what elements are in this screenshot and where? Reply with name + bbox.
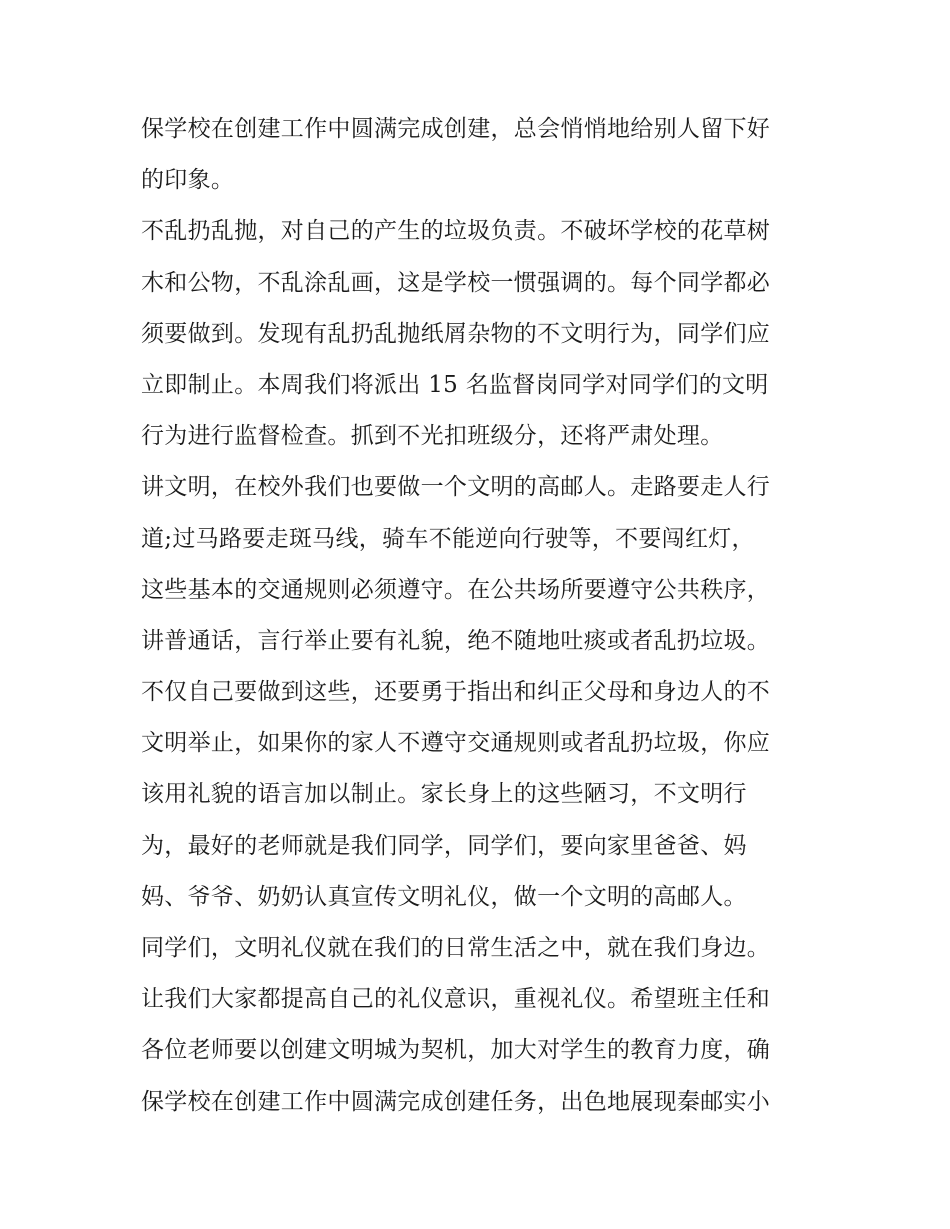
text-line: 保学校在创建工作中圆满完成创建，总会悄悄地给别人留下好	[141, 116, 771, 142]
text-line: 文明举止，如果你的家人不遵守交通规则或者乱扔垃圾，你应	[141, 730, 771, 757]
text-line: 行为进行监督检查。抓到不光扣班级分，还将严肃处理。	[141, 423, 724, 450]
text-line: 讲文明，在校外我们也要做一个文明的高邮人。走路要走人行	[141, 474, 771, 501]
text-line: 须要做到。发现有乱扔乱抛纸屑杂物的不文明行为，同学们应	[141, 320, 771, 347]
text-line: 该用礼貌的语言加以制止。家长身上的这些陋习，不文明行	[141, 781, 747, 808]
text-line: 让我们大家都提高自己的礼仪意识，重视礼仪。希望班主任和	[141, 986, 771, 1013]
text-line: 同学们，文明礼仪就在我们的日常生活之中，就在我们身边。	[141, 935, 771, 961]
text-line: 保学校在创建工作中圆满完成创建任务，出色地展现秦邮实小	[141, 1088, 771, 1115]
text-line: 不乱扔乱抛，对自己的产生的垃圾负责。不破坏学校的花草树	[141, 218, 771, 245]
text-line: 各位老师要以创建文明城为契机，加大对学生的教育力度，确	[141, 1037, 771, 1064]
text-line: 道;过马路要走斑马线，骑车不能逆向行驶等，不要闯红灯，	[141, 525, 755, 552]
text-line: 讲普通话，言行举止要有礼貌，绝不随地吐痰或者乱扔垃圾。	[141, 627, 771, 654]
text-line: 不仅自己要做到这些，还要勇于指出和纠正父母和身边人的不	[141, 679, 771, 706]
text-line: 妈、爷爷、奶奶认真宣传文明礼仪，做一个文明的高邮人。	[141, 883, 747, 910]
text-line: 这些基本的交通规则必须遵守。在公共场所要遵守公共秩序，	[141, 576, 771, 603]
text-line: 的印象。	[141, 167, 235, 194]
text-line: 为，最好的老师就是我们同学，同学们，要向家里爸爸、妈	[141, 832, 747, 859]
text-line: 立即制止。本周我们将派出 15 名监督岗同学对同学们的文明	[141, 371, 769, 398]
body-text	[141, 104, 821, 1128]
text-line: 木和公物，不乱涂乱画，这是学校一惯强调的。每个同学都必	[141, 269, 771, 296]
